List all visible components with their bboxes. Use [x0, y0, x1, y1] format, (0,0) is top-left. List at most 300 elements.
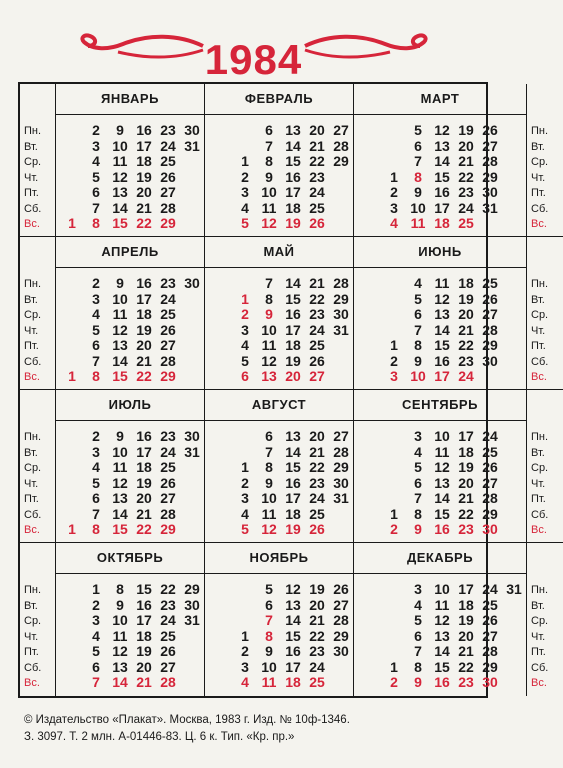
weekday-label: Чт. [24, 630, 39, 643]
day-number: 30 [184, 122, 200, 138]
right-flourish-ornament [300, 32, 430, 62]
week-row [354, 491, 526, 507]
day-number: 3 [390, 368, 398, 384]
day-number: 4 [241, 199, 249, 216]
day-number: 7 [414, 490, 422, 506]
day-number: 16 [136, 122, 152, 138]
day-number: 22 [458, 337, 474, 353]
day-number: 8 [414, 168, 422, 185]
day-number: 2 [92, 428, 100, 444]
day-number: 21 [136, 674, 152, 690]
day-number: 2 [92, 275, 100, 291]
weekday-label: Ср. [531, 309, 549, 321]
day-number: 27 [160, 184, 176, 200]
week-row [354, 139, 526, 155]
day-number: 26 [160, 474, 176, 491]
week-row [56, 660, 204, 676]
day-number: 28 [482, 643, 498, 659]
day-number: 8 [116, 581, 124, 597]
day-number: 23 [160, 122, 176, 138]
week-row [56, 139, 204, 155]
day-number: 14 [112, 352, 128, 369]
day-number: 10 [261, 184, 277, 200]
day-number: 30 [482, 184, 498, 200]
weekday-label: Сб. [24, 355, 42, 368]
imprint-footer [24, 712, 494, 746]
day-number: 18 [285, 674, 301, 690]
day-number: 10 [434, 428, 450, 444]
day-number: 24 [309, 321, 325, 338]
day-number: 7 [265, 612, 273, 628]
month-days [56, 574, 204, 691]
week-row [56, 185, 204, 201]
day-number: 11 [112, 153, 128, 169]
week-row [354, 323, 526, 339]
week-row [56, 613, 204, 629]
week-row [354, 460, 526, 476]
month-name: СЕНТЯБРЬ [353, 390, 527, 421]
day-number: 1 [390, 505, 398, 522]
day-number: 3 [414, 428, 422, 444]
day-number: 4 [414, 596, 422, 613]
day-number: 4 [92, 306, 100, 322]
day-number: 19 [458, 122, 474, 138]
day-number: 14 [434, 643, 450, 659]
weekday-label: Пн. [24, 278, 42, 290]
week-row [56, 675, 204, 691]
day-number: 16 [136, 428, 152, 444]
week-row [56, 445, 204, 461]
day-number: 7 [92, 199, 100, 216]
day-number: 17 [136, 612, 152, 628]
day-number: 5 [92, 321, 100, 338]
day-number: 22 [309, 627, 325, 644]
day-number: 23 [309, 474, 325, 491]
day-number: 3 [241, 321, 249, 338]
week-row [56, 476, 204, 492]
month-block [354, 390, 527, 543]
day-number: 20 [458, 306, 474, 322]
day-number: 9 [116, 275, 124, 291]
day-number: 27 [333, 428, 349, 444]
day-number: 24 [309, 184, 325, 200]
week-row [205, 613, 353, 629]
day-number: 7 [92, 505, 100, 522]
month-name: ФЕВРАЛЬ [204, 84, 354, 115]
day-number: 17 [136, 137, 152, 154]
day-number: 14 [285, 612, 301, 628]
day-number: 27 [333, 596, 349, 613]
week-row [354, 292, 526, 308]
weekday-labels-left [20, 84, 56, 237]
weekday-label: Пн. [531, 278, 549, 290]
day-number: 4 [241, 505, 249, 522]
day-number: 11 [261, 337, 277, 353]
day-number: 9 [414, 674, 422, 690]
day-number: 7 [414, 321, 422, 338]
week-row [205, 323, 353, 339]
week-row [205, 629, 353, 645]
day-number: 10 [112, 290, 128, 307]
day-number: 17 [285, 321, 301, 338]
day-number: 28 [160, 505, 176, 522]
day-number: 25 [160, 627, 176, 644]
day-number: 4 [241, 337, 249, 353]
day-number: 25 [458, 215, 474, 231]
day-number: 19 [458, 459, 474, 475]
day-number: 12 [285, 581, 301, 597]
day-number: 1 [92, 581, 100, 597]
week-row [56, 644, 204, 660]
day-number: 8 [414, 658, 422, 675]
day-number: 1 [68, 368, 76, 384]
week-row [205, 276, 353, 292]
day-number: 2 [241, 643, 249, 659]
weekday-label: Вс. [531, 218, 547, 230]
day-number: 6 [414, 627, 422, 644]
day-number: 14 [285, 443, 301, 460]
day-number: 5 [414, 122, 422, 138]
weekday-label: Вт. [24, 140, 38, 153]
month-name: МАЙ [204, 237, 354, 268]
month-days [205, 268, 353, 385]
week-row [205, 139, 353, 155]
day-number: 30 [482, 521, 498, 537]
day-number: 27 [482, 306, 498, 322]
day-number: 22 [160, 581, 176, 597]
day-number: 14 [112, 505, 128, 522]
day-number: 21 [309, 612, 325, 628]
week-row [56, 216, 204, 232]
day-number: 9 [265, 643, 273, 659]
day-number: 19 [136, 321, 152, 338]
day-number: 11 [112, 306, 128, 322]
day-number: 16 [136, 596, 152, 613]
day-number: 24 [482, 428, 498, 444]
day-number: 7 [92, 674, 100, 690]
month-name: ДЕКАБРЬ [353, 543, 527, 574]
week-row [205, 216, 353, 232]
weekday-label: Пт. [24, 646, 39, 658]
weekday-label: Чт. [531, 324, 546, 337]
day-number: 26 [160, 321, 176, 338]
day-number: 18 [458, 443, 474, 460]
month-name: АПРЕЛЬ [55, 237, 205, 268]
month-name: ОКТЯБРЬ [55, 543, 205, 574]
day-number: 15 [285, 290, 301, 307]
day-number: 14 [434, 490, 450, 506]
day-number: 23 [160, 428, 176, 444]
day-number: 17 [458, 428, 474, 444]
day-number: 17 [285, 490, 301, 506]
day-number: 18 [136, 459, 152, 475]
day-number: 9 [414, 352, 422, 369]
month-days [354, 421, 526, 538]
week-row [354, 582, 526, 598]
weekday-label: Ср. [24, 615, 42, 627]
week-row [354, 185, 526, 201]
week-row [205, 522, 353, 538]
week-row [205, 460, 353, 476]
day-number: 3 [414, 581, 422, 597]
day-number: 2 [241, 474, 249, 491]
day-number: 15 [434, 168, 450, 185]
day-number: 1 [241, 153, 249, 169]
day-number: 12 [434, 459, 450, 475]
weekday-label: Чт. [531, 630, 546, 643]
weekday-label: Пн. [24, 431, 42, 443]
day-number: 13 [434, 474, 450, 491]
weekday-label: Ср. [24, 309, 42, 321]
day-number: 23 [309, 643, 325, 659]
day-number: 2 [92, 596, 100, 613]
day-number: 20 [309, 122, 325, 138]
day-number: 6 [265, 596, 273, 613]
day-number: 21 [309, 443, 325, 460]
day-number: 21 [136, 199, 152, 216]
day-number: 10 [261, 658, 277, 675]
day-number: 19 [285, 352, 301, 369]
day-number: 24 [309, 658, 325, 675]
day-number: 24 [309, 490, 325, 506]
weekday-label: Вт. [24, 446, 38, 459]
day-number: 12 [434, 612, 450, 628]
day-number: 31 [184, 612, 200, 628]
month-block [205, 543, 354, 696]
day-number: 11 [112, 627, 128, 644]
day-number: 24 [160, 137, 176, 154]
day-number: 8 [265, 153, 273, 169]
day-number: 29 [160, 368, 176, 384]
month-name: МАРТ [353, 84, 527, 115]
day-number: 1 [390, 337, 398, 353]
day-number: 15 [112, 368, 128, 384]
day-number: 15 [112, 215, 128, 231]
week-row [354, 338, 526, 354]
day-number: 4 [414, 443, 422, 460]
day-number: 27 [160, 490, 176, 506]
day-number: 23 [458, 352, 474, 369]
week-row [205, 598, 353, 614]
month-days [56, 115, 204, 232]
day-number: 25 [160, 306, 176, 322]
month-days [354, 574, 526, 691]
week-row [354, 675, 526, 691]
day-number: 9 [414, 184, 422, 200]
day-number: 30 [333, 474, 349, 491]
day-number: 30 [482, 352, 498, 369]
weekday-label: Вт. [24, 293, 38, 306]
day-number: 19 [136, 168, 152, 185]
week-row [205, 491, 353, 507]
day-number: 26 [482, 459, 498, 475]
week-row [56, 338, 204, 354]
month-days [205, 574, 353, 691]
week-row [56, 491, 204, 507]
day-number: 21 [458, 643, 474, 659]
weekday-labels-right [527, 237, 563, 390]
week-row [56, 522, 204, 538]
day-number: 6 [265, 428, 273, 444]
week-row [354, 354, 526, 370]
day-number: 16 [285, 474, 301, 491]
week-row [56, 201, 204, 217]
day-number: 6 [92, 658, 100, 675]
day-number: 31 [184, 137, 200, 154]
day-number: 25 [160, 459, 176, 475]
imprint-line-1: © Издательство «Плакат». Москва, 1983 г. Изд. № 10ф-1346. [24, 714, 350, 726]
day-number: 11 [112, 459, 128, 475]
day-number: 22 [458, 505, 474, 522]
day-number: 7 [92, 352, 100, 369]
day-number: 29 [482, 168, 498, 185]
day-number: 19 [458, 290, 474, 307]
day-number: 7 [414, 153, 422, 169]
week-row [205, 307, 353, 323]
week-row [205, 675, 353, 691]
day-number: 14 [112, 199, 128, 216]
day-number: 5 [92, 474, 100, 491]
day-number: 31 [506, 581, 522, 597]
day-number: 22 [309, 290, 325, 307]
day-number: 2 [92, 122, 100, 138]
week-row [205, 660, 353, 676]
day-number: 10 [410, 199, 426, 216]
day-number: 16 [434, 521, 450, 537]
week-row [56, 629, 204, 645]
month-days [56, 268, 204, 385]
day-number: 9 [116, 122, 124, 138]
week-row [354, 307, 526, 323]
day-number: 18 [136, 306, 152, 322]
week-row [354, 644, 526, 660]
day-number: 14 [434, 321, 450, 338]
day-number: 21 [136, 352, 152, 369]
day-number: 11 [261, 199, 277, 216]
day-number: 27 [482, 137, 498, 154]
day-number: 22 [309, 153, 325, 169]
day-number: 10 [112, 443, 128, 460]
day-number: 13 [285, 122, 301, 138]
month-block [56, 237, 205, 390]
day-number: 27 [309, 368, 325, 384]
day-number: 28 [160, 352, 176, 369]
weekday-label: Пт. [24, 493, 39, 505]
day-number: 11 [410, 215, 426, 231]
day-number: 11 [434, 275, 450, 291]
day-number: 8 [92, 521, 100, 537]
day-number: 12 [434, 122, 450, 138]
day-number: 22 [136, 521, 152, 537]
day-number: 1 [390, 658, 398, 675]
day-number: 2 [390, 184, 398, 200]
day-number: 6 [414, 306, 422, 322]
day-number: 23 [160, 275, 176, 291]
day-number: 13 [285, 596, 301, 613]
month-block [354, 237, 527, 390]
day-number: 19 [136, 643, 152, 659]
day-number: 18 [136, 153, 152, 169]
day-number: 20 [458, 474, 474, 491]
day-number: 24 [160, 290, 176, 307]
day-number: 19 [458, 612, 474, 628]
day-number: 28 [333, 137, 349, 154]
day-number: 12 [112, 474, 128, 491]
day-number: 5 [92, 643, 100, 659]
day-number: 30 [333, 643, 349, 659]
month-name: ИЮЛЬ [55, 390, 205, 421]
week-row [205, 429, 353, 445]
day-number: 5 [414, 459, 422, 475]
day-number: 11 [261, 674, 277, 690]
day-number: 25 [309, 199, 325, 216]
week-row [56, 323, 204, 339]
weekday-label: Пт. [531, 493, 546, 505]
day-number: 29 [333, 153, 349, 169]
day-number: 13 [434, 627, 450, 644]
weekday-label: Вс. [531, 677, 547, 689]
day-number: 7 [265, 275, 273, 291]
day-number: 4 [241, 674, 249, 690]
week-row [205, 123, 353, 139]
week-row [354, 507, 526, 523]
day-number: 31 [333, 490, 349, 506]
month-block [56, 543, 205, 696]
day-number: 24 [160, 443, 176, 460]
weekday-label: Сб. [24, 202, 42, 215]
day-number: 28 [160, 199, 176, 216]
day-number: 24 [458, 368, 474, 384]
day-number: 3 [92, 137, 100, 154]
day-number: 23 [309, 168, 325, 185]
day-number: 18 [285, 505, 301, 522]
day-number: 18 [285, 199, 301, 216]
week-row [354, 216, 526, 232]
day-number: 2 [241, 306, 249, 322]
weekday-label: Сб. [531, 508, 549, 521]
day-number: 14 [285, 137, 301, 154]
week-row [354, 522, 526, 538]
day-number: 22 [136, 215, 152, 231]
day-number: 25 [482, 596, 498, 613]
day-number: 1 [241, 627, 249, 644]
weekday-label: Ср. [531, 462, 549, 474]
day-number: 6 [92, 184, 100, 200]
day-number: 15 [285, 153, 301, 169]
day-number: 26 [160, 168, 176, 185]
month-block [205, 237, 354, 390]
weekday-label: Сб. [24, 508, 42, 521]
day-number: 19 [136, 474, 152, 491]
weekday-label: Пт. [24, 340, 39, 352]
week-row [354, 201, 526, 217]
day-number: 24 [458, 199, 474, 216]
month-days [354, 268, 526, 385]
day-number: 30 [184, 275, 200, 291]
weekday-label: Ср. [531, 615, 549, 627]
day-number: 26 [482, 612, 498, 628]
week-row [205, 170, 353, 186]
day-number: 3 [241, 658, 249, 675]
day-number: 15 [285, 627, 301, 644]
week-row [205, 185, 353, 201]
week-row [56, 292, 204, 308]
day-number: 14 [112, 674, 128, 690]
week-row [56, 307, 204, 323]
day-number: 18 [285, 337, 301, 353]
day-number: 1 [68, 215, 76, 231]
day-number: 26 [309, 521, 325, 537]
